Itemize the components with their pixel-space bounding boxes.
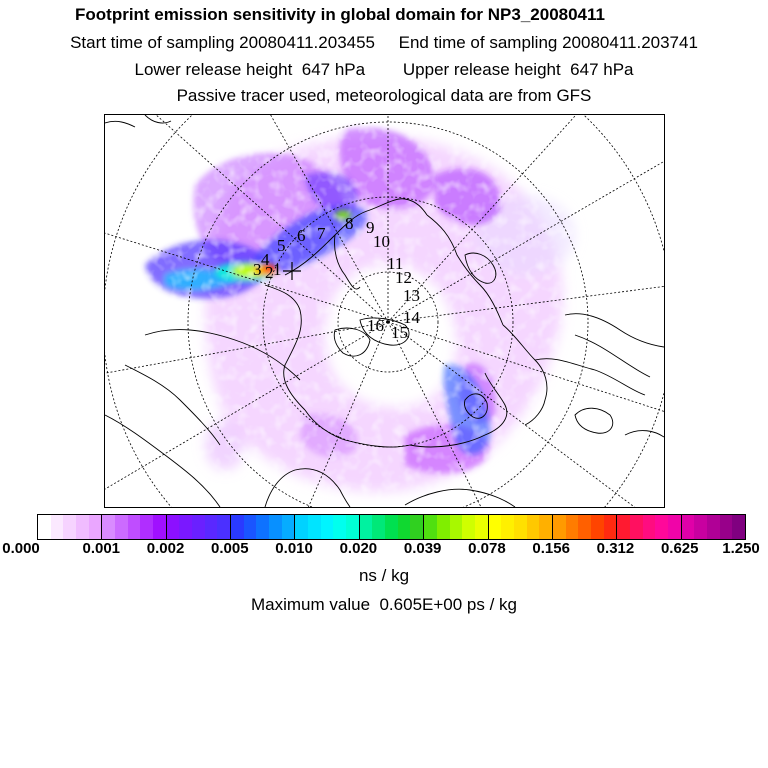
track-label-14: 14 [403,308,420,327]
tracer-info: Passive tracer used, meteorological data are from GFS [176,86,592,105]
colorbar-swatch [604,515,617,539]
colorbar-swatch [501,515,514,539]
colorbar-tick-label: 0.625 [660,540,699,557]
colorbar-swatch [462,515,475,539]
colorbar-swatch [617,515,630,539]
colorbar-swatch [115,515,128,539]
colorbar-segment [617,515,681,539]
colorbar-swatch [308,515,321,539]
colorbar-swatch [295,515,308,539]
colorbar-segment [102,515,166,539]
colorbar-tick-label: 0.001 [82,540,121,557]
track-label-8: 8 [345,214,354,233]
colorbar-swatch [244,515,257,539]
colorbar-swatch [527,515,540,539]
colorbar-swatch [475,515,488,539]
colorbar-swatch [372,515,385,539]
colorbar-tick-label: 0.078 [468,540,506,557]
track-label-13: 13 [403,286,420,305]
track-label-1: 1 [273,260,282,279]
track-label-4: 4 [261,250,270,269]
colorbar-swatch [720,515,733,539]
colorbar-swatch [489,515,502,539]
colorbar-swatch [333,515,346,539]
colorbar-tick-label: 0.312 [596,540,635,557]
colorbar-swatch [153,515,166,539]
colorbar-segment [231,515,295,539]
colorbar-segment [424,515,488,539]
colorbar-swatch [89,515,102,539]
colorbar-swatch [360,515,373,539]
colorbar-swatch [128,515,141,539]
track-label-9: 9 [366,218,375,237]
colorbar-swatch [205,515,218,539]
colorbar-swatch [269,515,282,539]
colorbar-tick-label: 0.010 [275,540,313,557]
sampling-times: Start time of sampling 20080411.203455 End time of sampling 20080411.203741 [70,33,698,52]
colorbar-swatch [437,515,450,539]
colorbar-swatch [321,515,334,539]
track-label-7: 7 [317,224,326,243]
colorbar-swatch [566,515,579,539]
colorbar-swatch [732,515,745,539]
colorbar-swatch [192,515,205,539]
colorbar-swatch [256,515,269,539]
colorbar-tick-label: 0.005 [211,540,249,557]
colorbar-swatch [51,515,64,539]
colorbar-swatch [424,515,437,539]
colorbar-swatch [514,515,527,539]
colorbar-tick-label: 0.039 [403,540,442,557]
colorbar-swatch [398,515,411,539]
colorbar-swatch [167,515,180,539]
colorbar-swatch [63,515,76,539]
colorbar-unit: ns / kg [358,566,410,585]
colorbar-swatch [668,515,681,539]
colorbar-swatch [231,515,244,539]
colorbar-swatch [539,515,552,539]
colorbar-swatch [643,515,656,539]
footprint-map [104,114,665,508]
colorbar-tick-label: 1.250 [722,540,760,557]
release-heights: Lower release height 647 hPa Upper release height 647 hPa [134,60,634,79]
colorbar-swatch [140,515,153,539]
colorbar-segment [38,515,102,539]
track-label-2: 2 [265,263,274,282]
colorbar-swatch [578,515,591,539]
colorbar-tick-label: 0.156 [532,540,570,557]
colorbar-segment [682,515,745,539]
colorbar-swatch [410,515,423,539]
colorbar-swatch [102,515,115,539]
colorbar-segment [360,515,424,539]
colorbar-swatch [450,515,463,539]
colorbar-tick-label: 0.002 [146,540,185,557]
track-label-12: 12 [395,268,412,287]
track-label-6: 6 [297,226,306,245]
colorbar-swatch [694,515,707,539]
colorbar-tick-label: 0.020 [339,540,378,557]
colorbar-swatch [682,515,695,539]
figure-title: Footprint emission sensitivity in global domain for NP3_20080411 [75,5,605,24]
track-label-5: 5 [277,236,286,255]
colorbar-swatch [38,515,51,539]
colorbar-swatch [282,515,295,539]
track-label-11: 11 [387,254,404,273]
colorbar-swatch [553,515,566,539]
speckle-texture [105,115,664,507]
colorbar-tick-label: 0.000 [2,540,40,557]
colorbar-swatch [591,515,604,539]
colorbar-swatch [76,515,89,539]
track-label-10: 10 [373,232,390,251]
colorbar-swatch [655,515,668,539]
colorbar-swatch [385,515,398,539]
colorbar-swatch [179,515,192,539]
colorbar [37,514,746,540]
colorbar-swatch [630,515,643,539]
track-label-15: 15 [391,323,408,342]
colorbar-swatch [346,515,359,539]
colorbar-segment [167,515,231,539]
maximum-value: Maximum value 0.605E+00 ps / kg [251,595,517,614]
track-label-16: 16 [367,316,384,335]
colorbar-segment [489,515,553,539]
colorbar-segment [295,515,359,539]
colorbar-segment [553,515,617,539]
map-canvas [105,115,664,507]
track-label-3: 3 [253,260,262,279]
colorbar-swatch [707,515,720,539]
colorbar-swatch [217,515,230,539]
